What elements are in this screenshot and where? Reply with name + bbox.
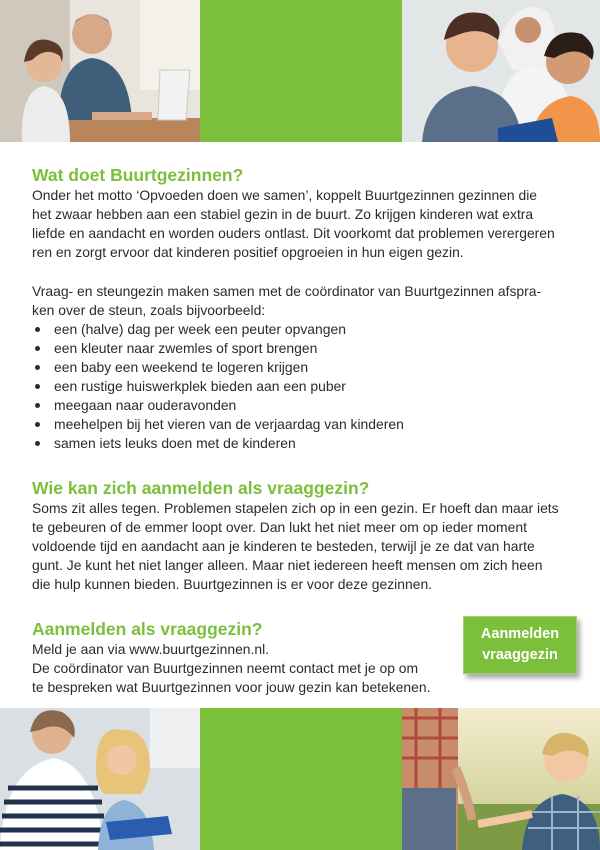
register-vraaggezin-button[interactable] <box>463 616 577 674</box>
paragraph-line: voldoende tijd en aandacht aan je kinderen te besteden, terwijl je ze dat van harte <box>32 538 535 554</box>
paragraph-line: te bespreken wat Buurtgezinnen voor jouw gezin kan betekenen. <box>32 679 431 695</box>
paragraph-line: gunt. Je kunt het niet langer alleen. Maar niet iedereen heeft mensen om zich heen <box>32 557 543 573</box>
paragraph-line: te gebeuren of de emmer loopt over. Dan lukt het niet meer om op ieder moment <box>32 519 527 535</box>
section-heading-aanmelden: Aanmelden als vraaggezin? <box>32 619 263 639</box>
paragraph-line: Meld je aan via www.buurtgezinnen.nl. <box>32 641 270 657</box>
list-item: meegaan naar ouderavonden <box>32 396 572 415</box>
paragraph-line: Soms zit alles tegen. Problemen stapelen zich op in een gezin. Er hoeft dan maar iets <box>32 500 559 516</box>
photo-father-daughter-laptop <box>0 0 200 142</box>
photo-father-son-hands <box>402 708 600 850</box>
top-green-block <box>200 0 402 142</box>
paragraph-line: Onder het motto ‘Opvoeden doen we samen’, koppelt Buurtgezinnen gezinnen die <box>32 187 538 203</box>
list-item: samen iets leuks doen met de kinderen <box>32 434 572 453</box>
top-photo-band <box>0 0 600 142</box>
paragraph-line: ken over de steun, zoals bijvoorbeeld: <box>32 302 266 318</box>
paragraph-line: Vraag- en steungezin maken samen met de coördinator van Buurtgezinnen afspra- <box>32 283 542 299</box>
paragraph-line: die hulp kunnen bieden. Buurtgezinnen is er voor deze gezinnen. <box>32 576 433 592</box>
section-paragraph-wie-kan <box>32 499 572 594</box>
list-item: een (halve) dag per week een peuter opvangen <box>32 320 572 339</box>
support-examples-list <box>32 320 572 453</box>
paragraph-line: ren en zorgt ervoor dat kinderen positief opgroeien in hun eigen gezin. <box>32 244 464 260</box>
section-paragraph-wat-doet <box>32 186 572 262</box>
section-intro-steun <box>32 282 572 320</box>
paragraph-line: het zwaar hebben aan een stabiel gezin in de buurt. Zo krijgen kinderen wat extra <box>32 206 534 222</box>
paragraph-line: De coördinator van Buurtgezinnen neemt contact met je op om <box>32 660 419 676</box>
section-heading-wie-kan: Wie kan zich aanmelden als vraaggezin? <box>32 478 370 498</box>
cta-label-line: Aanmelden <box>480 626 560 642</box>
list-item: een kleuter naar zwemles of sport brengen <box>32 339 572 358</box>
photo-mother-sons-reading <box>402 0 600 142</box>
section-heading-wat-doet: Wat doet Buurtgezinnen? <box>32 165 244 185</box>
paragraph-line: liefde en aandacht en worden ouders ontlast. Dit voorkomt dat problemen verergeren <box>32 225 555 241</box>
list-item: meehelpen bij het vieren van de verjaardag van kinderen <box>32 415 572 434</box>
cta-label-line: vraaggezin <box>482 647 558 663</box>
bottom-photo-band <box>0 708 600 850</box>
list-item: een rustige huiswerkplek bieden aan een puber <box>32 377 572 396</box>
photo-mother-daughter-reading <box>0 708 200 850</box>
bottom-green-block <box>200 708 402 850</box>
list-item: een baby een weekend te logeren krijgen <box>32 358 572 377</box>
